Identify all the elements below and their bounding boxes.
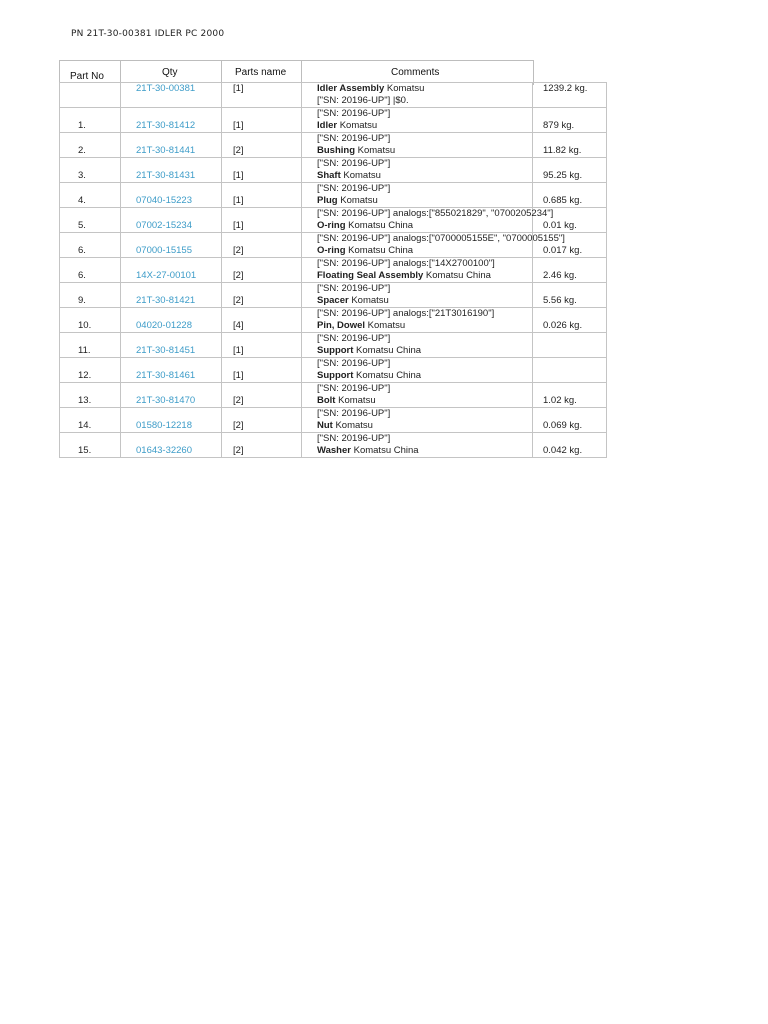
part-number-cell [121, 258, 222, 283]
qty-cell [222, 208, 302, 233]
row-number: 13. [78, 395, 92, 406]
part-number-cell [121, 283, 222, 308]
row-number-cell [60, 333, 121, 358]
table-row [60, 208, 607, 233]
part-note: ["SN: 20196-UP"] [317, 408, 391, 419]
weight-value [543, 345, 606, 357]
name-note-cell [302, 108, 533, 133]
table-row [60, 383, 607, 408]
table-row [60, 408, 607, 433]
qty-value: [1] [233, 120, 244, 131]
part-number-cell [121, 333, 222, 358]
weight-value [543, 370, 606, 382]
name-note-cell [302, 183, 533, 208]
name-note-cell [302, 333, 533, 358]
weight-value: 0.01 kg. [543, 220, 577, 231]
manufacturer: Komatsu [335, 395, 376, 406]
table-row [60, 108, 607, 133]
manufacturer: Komatsu China [345, 220, 414, 231]
part-name-line [317, 295, 532, 307]
part-number-cell [121, 133, 222, 158]
manufacturer: Komatsu China [423, 270, 491, 281]
row-number: 1. [78, 120, 86, 131]
part-name: Idler [317, 120, 338, 131]
weight-cell [533, 433, 607, 458]
manufacturer: Komatsu China [353, 345, 422, 356]
part-name: Bolt [317, 395, 336, 406]
manufacturer: Komatsu China [353, 370, 422, 381]
qty-value: [2] [233, 420, 244, 431]
name-note-cell [302, 133, 533, 158]
weight-value: 1.02 kg. [543, 395, 577, 406]
part-number-cell [121, 108, 222, 133]
document-title: PN 21T-30-00381 IDLER PC 2000 [71, 29, 225, 39]
qty-cell [222, 283, 302, 308]
part-number-cell [121, 208, 222, 233]
qty-value: [2] [233, 270, 244, 281]
table-row [60, 183, 607, 208]
weight-cell [533, 333, 607, 358]
part-number-cell [121, 433, 222, 458]
part-number-cell [121, 183, 222, 208]
part-number-cell [121, 233, 222, 258]
qty-cell [222, 108, 302, 133]
qty-value: [1] [233, 170, 244, 181]
qty-cell [222, 433, 302, 458]
qty-cell [222, 333, 302, 358]
weight-cell [533, 308, 607, 333]
row-number-cell [60, 358, 121, 383]
part-note: ["SN: 20196-UP"] analogs:["0700005155E", "0700005155"] [317, 233, 565, 244]
part-name-line [317, 195, 532, 207]
manufacturer: Komatsu [337, 195, 378, 206]
row-number: 6. [78, 270, 86, 281]
part-number-cell [121, 308, 222, 333]
part-number-cell [121, 408, 222, 433]
part-number-link[interactable]: 21T-30-81451 [136, 345, 196, 356]
qty-value: [2] [233, 445, 244, 456]
qty-cell [222, 383, 302, 408]
part-name-line [317, 445, 532, 457]
table-row [60, 283, 607, 308]
part-name-line [317, 83, 532, 95]
qty-value: [2] [233, 245, 244, 256]
qty-value: [2] [233, 395, 244, 406]
part-note: ["SN: 20196-UP"] analogs:["21T3016190"] [317, 308, 495, 319]
qty-cell [222, 258, 302, 283]
part-name-line [317, 270, 532, 282]
manufacturer: Komatsu [384, 83, 425, 94]
part-name-line [317, 245, 532, 257]
manufacturer: Komatsu China [350, 445, 419, 456]
row-number-cell [60, 133, 121, 158]
part-name: Washer [317, 445, 351, 456]
header-qty: Qty [162, 67, 178, 78]
manufacturer: Komatsu [355, 145, 396, 156]
part-name: Floating Seal Assembly [317, 270, 424, 281]
header-parts-name: Parts name [235, 67, 287, 78]
part-name: Shaft [317, 170, 341, 181]
header-comments: Comments [391, 67, 440, 78]
row-number-cell [60, 233, 121, 258]
qty-value: [1] [233, 345, 244, 356]
weight-value: 879 kg. [543, 120, 575, 131]
weight-value: 0.685 kg. [543, 195, 583, 206]
part-name: Bushing [317, 145, 355, 156]
row-number: 14. [78, 420, 92, 431]
part-number-link[interactable]: 14X-27-00101 [136, 270, 197, 281]
row-number: 15. [78, 445, 92, 456]
row-number: 12. [78, 370, 92, 381]
part-note: ["SN: 20196-UP"] [317, 383, 391, 394]
weight-cell [533, 158, 607, 183]
part-name: Nut [317, 420, 333, 431]
part-note: ["SN: 20196-UP"] [317, 133, 391, 144]
qty-cell [222, 83, 302, 108]
table-row [60, 308, 607, 333]
part-number-link[interactable]: 21T-30-00381 [136, 83, 196, 94]
part-number-link[interactable]: 21T-30-81431 [136, 170, 196, 181]
name-note-cell [302, 83, 533, 108]
row-number-cell [60, 183, 121, 208]
part-note: ["SN: 20196-UP"] [317, 183, 391, 194]
weight-value: 11.82 kg. [543, 145, 582, 156]
weight-value: 0.042 kg. [543, 445, 583, 456]
name-note-cell [302, 258, 533, 283]
manufacturer: Komatsu [337, 120, 378, 131]
weight-cell [533, 383, 607, 408]
row-number: 6. [78, 245, 86, 256]
manufacturer: Komatsu [340, 170, 381, 181]
part-note: ["SN: 20196-UP"] [317, 333, 391, 344]
weight-value: 2.46 kg. [543, 270, 577, 281]
name-note-cell [302, 158, 533, 183]
part-number-link[interactable]: 07040-15223 [136, 195, 192, 206]
weight-value: 0.069 kg. [543, 420, 583, 431]
part-number-link[interactable]: 21T-30-81470 [136, 395, 196, 406]
weight-cell [533, 183, 607, 208]
qty-cell [222, 158, 302, 183]
name-note-cell [302, 283, 533, 308]
qty-cell [222, 133, 302, 158]
table-row [60, 83, 607, 108]
weight-value: 0.026 kg. [543, 320, 583, 331]
row-number-cell [60, 108, 121, 133]
qty-value: [2] [233, 295, 244, 306]
part-number-cell [121, 358, 222, 383]
row-number-cell [60, 158, 121, 183]
part-name-line [317, 120, 532, 132]
qty-value: [1] [233, 370, 244, 381]
part-number-link[interactable]: 04020-01228 [136, 320, 192, 331]
part-name-line [317, 320, 532, 332]
weight-cell [533, 258, 607, 283]
table-row [60, 258, 607, 283]
part-name: Pin, Dowel [317, 320, 366, 331]
row-number-cell [60, 208, 121, 233]
qty-cell [222, 233, 302, 258]
row-number: 9. [78, 295, 86, 306]
part-note: ["SN: 20196-UP"] [317, 358, 391, 369]
weight-value: 1239.2 kg. [543, 83, 588, 94]
part-number-link[interactable]: 01580-12218 [136, 420, 192, 431]
row-number-cell [60, 408, 121, 433]
qty-value: [1] [233, 83, 244, 94]
name-note-cell [302, 433, 533, 458]
parts-table [59, 82, 607, 458]
row-number-cell [60, 308, 121, 333]
part-name-line [317, 345, 532, 357]
weight-cell [533, 108, 607, 133]
weight-value: 95.25 kg. [543, 170, 583, 181]
part-number-cell [121, 158, 222, 183]
row-number: 2. [78, 145, 86, 156]
part-note: ["SN: 20196-UP"] analogs:["855021829", "0700205234"] [317, 208, 554, 219]
qty-value: [1] [233, 195, 244, 206]
part-number-link[interactable]: 21T-30-81461 [136, 370, 196, 381]
row-number: 4. [78, 195, 86, 206]
table-row [60, 233, 607, 258]
name-note-cell [302, 408, 533, 433]
part-name-line [317, 395, 532, 407]
weight-cell [533, 408, 607, 433]
qty-value: [2] [233, 145, 244, 156]
part-name-line [317, 420, 532, 432]
qty-cell [222, 183, 302, 208]
weight-value: 5.56 kg. [543, 295, 577, 306]
row-number-cell [60, 383, 121, 408]
qty-cell [222, 308, 302, 333]
table-row [60, 158, 607, 183]
row-number: 3. [78, 170, 86, 181]
part-name: Spacer [317, 295, 349, 306]
name-note-cell [302, 208, 554, 233]
row-number-cell [60, 283, 121, 308]
part-name: Idler Assembly [317, 83, 385, 94]
part-number-link[interactable]: 21T-30-81421 [136, 295, 196, 306]
table-row [60, 358, 607, 383]
part-note: ["SN: 20196-UP"] |$0. [317, 95, 409, 106]
part-number-cell [121, 383, 222, 408]
manufacturer: Komatsu [365, 320, 406, 331]
part-name: Support [317, 370, 354, 381]
part-name: O-ring [317, 245, 346, 256]
row-number-cell [60, 83, 121, 108]
row-number: 10. [78, 320, 92, 331]
part-note: ["SN: 20196-UP"] [317, 283, 391, 294]
part-name-line [317, 170, 532, 182]
table-row [60, 333, 607, 358]
part-number-link[interactable]: 07000-15155 [136, 245, 192, 256]
row-number-cell [60, 433, 121, 458]
row-number-cell [60, 258, 121, 283]
part-name-line [317, 220, 532, 232]
part-name-line [317, 145, 532, 157]
part-name-line [317, 370, 532, 382]
part-note: ["SN: 20196-UP"] [317, 108, 391, 119]
part-number-link[interactable]: 07002-15234 [136, 220, 192, 231]
part-number-link[interactable]: 01643-32260 [136, 445, 192, 456]
row-number: 5. [78, 220, 86, 231]
row-number: 11. [78, 345, 91, 356]
qty-cell [222, 358, 302, 383]
part-number-cell [121, 83, 222, 108]
qty-cell [222, 408, 302, 433]
name-note-cell [302, 308, 533, 333]
weight-value: 0.017 kg. [543, 245, 583, 256]
part-name: Support [317, 345, 354, 356]
name-note-cell [302, 383, 533, 408]
part-note: ["SN: 20196-UP"] analogs:["14X2700100"] [317, 258, 495, 269]
part-number-link[interactable]: 21T-30-81412 [136, 120, 196, 131]
weight-cell [533, 358, 607, 383]
part-note: ["SN: 20196-UP"] [317, 158, 391, 169]
part-note: ["SN: 20196-UP"] [317, 433, 391, 444]
manufacturer: Komatsu China [345, 245, 414, 256]
part-number-link[interactable]: 21T-30-81441 [136, 145, 196, 156]
qty-value: [4] [233, 320, 244, 331]
table-row [60, 133, 607, 158]
part-name: Plug [317, 195, 338, 206]
name-note-cell [302, 358, 533, 383]
header-part-no: Part No [70, 71, 104, 82]
manufacturer: Komatsu [332, 420, 373, 431]
weight-cell [533, 283, 607, 308]
row-number [78, 83, 120, 95]
parts-table-body [60, 83, 607, 458]
weight-cell [533, 83, 607, 108]
weight-cell [533, 133, 607, 158]
manufacturer: Komatsu [348, 295, 389, 306]
qty-value: [1] [233, 220, 244, 231]
table-row [60, 433, 607, 458]
part-name: O-ring [317, 220, 346, 231]
